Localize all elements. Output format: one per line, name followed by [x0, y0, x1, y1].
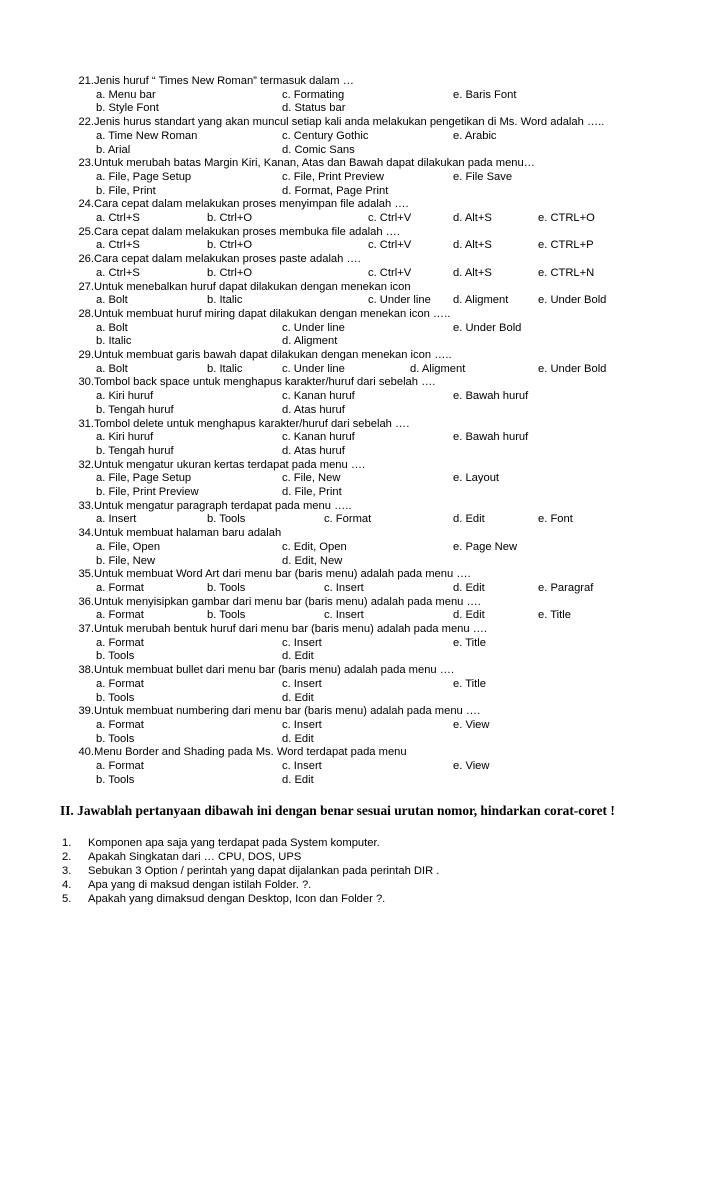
question-text: Untuk mengatur paragraph terdapat pada menu …..	[94, 499, 352, 512]
answer-option: b. Ctrl+O	[207, 212, 253, 224]
answer-option: b. Tools	[96, 732, 135, 745]
question-text: Cara cepat dalam melakukan proses menyimpan file adalah ….	[94, 198, 409, 211]
answer-option: d. Atas huruf	[282, 403, 345, 416]
answer-option: e. Layout	[453, 472, 500, 485]
answer-option: e. Under Bold	[538, 362, 607, 375]
answer-option: b. Tools	[96, 650, 135, 663]
answer-option: e. Page New	[453, 540, 518, 553]
question-number: 37.	[78, 623, 94, 635]
essay-text: Apakah yang dimaksud dengan Desktop, Icon dan Folder ?.	[88, 893, 386, 905]
question-number: 40.	[78, 746, 94, 759]
answer-option: b. Italic	[207, 362, 243, 375]
question-text: Untuk merubah batas Margin Kiri, Kanan, Atas dan Bawah dapat dilakukan pada menu…	[94, 157, 535, 170]
answer-option: d. Edit	[453, 513, 485, 526]
essay-number: 2.	[62, 851, 72, 863]
question-number: 24.	[78, 198, 94, 211]
essay-number: 5.	[62, 893, 72, 905]
question-text: Untuk menyisipkan gambar dari menu bar (baris menu) adalah pada menu ….	[94, 595, 481, 608]
answer-option: c. Insert	[324, 581, 364, 594]
answer-option: c. Insert	[282, 677, 322, 690]
question-text: Untuk membuat numbering dari menu bar (baris menu) adalah pada menu ….	[94, 705, 481, 718]
answer-option: c. Under line	[368, 294, 431, 307]
question-number: 26.	[78, 253, 94, 266]
answer-option: a. Ctrl+S	[96, 266, 140, 279]
answer-option: c. Insert	[282, 636, 322, 649]
answer-option: e. CTRL+O	[538, 212, 595, 224]
question-text: Jenis huruf “ Times New Roman” termasuk dalam …	[94, 75, 354, 87]
answer-option: e. Baris Font	[453, 88, 517, 101]
question-number: 28.	[78, 307, 94, 320]
essay-text: Sebukan 3 Option / perintah yang dapat dijalankan pada perintah DIR .	[88, 865, 440, 877]
answer-option: b. Tools	[207, 513, 246, 526]
answer-option: a. Format	[96, 677, 144, 690]
answer-option: b. Italic	[207, 294, 243, 307]
answer-option: a. Format	[96, 718, 144, 731]
answer-option: d. Status bar	[282, 102, 346, 115]
answer-option: c. Edit, Open	[282, 540, 347, 553]
answer-option: a. Format	[96, 609, 144, 622]
answer-option: b. File, New	[96, 554, 156, 567]
answer-option: c. Ctrl+V	[368, 212, 412, 224]
answer-option: e. Title	[538, 609, 571, 622]
question-number: 27.	[78, 280, 94, 293]
answer-option: a. File, Page Setup	[96, 170, 192, 183]
question-number: 39.	[78, 705, 94, 718]
answer-option: a. Kiri huruf	[96, 431, 154, 444]
answer-option: a. Insert	[96, 513, 137, 526]
answer-option: a. Bolt	[96, 362, 128, 375]
answer-option: a. Format	[96, 760, 144, 772]
question-text: Tombol back space untuk menghapus karakter/huruf dari sebelah ….	[94, 376, 436, 389]
answer-option: c. Century Gothic	[282, 129, 369, 142]
answer-option: e. Under Bold	[453, 321, 522, 334]
essay-text: Apakah Singkatan dari … CPU, DOS, UPS	[88, 851, 302, 863]
answer-option: e. CTRL+N	[538, 266, 595, 279]
question-number: 32.	[78, 458, 94, 471]
answer-option: b. Ctrl+O	[207, 239, 253, 252]
answer-option: a. Ctrl+S	[96, 239, 140, 252]
question-text: Untuk mengatur ukuran kertas terdapat pada menu ….	[94, 458, 366, 471]
answer-option: e. Title	[453, 677, 486, 690]
answer-option: c. Under line	[282, 362, 345, 375]
answer-option: b. Style Font	[96, 102, 159, 115]
answer-option: b. Tengah huruf	[96, 444, 174, 457]
question-text: Untuk merubah bentuk huruf dari menu bar (baris menu) adalah pada menu ….	[94, 623, 488, 635]
question-text: Untuk menebalkan huruf dapat dilakukan dengan menekan icon	[94, 280, 411, 293]
answer-option: d. Edit	[282, 650, 314, 663]
answer-option: a. Kiri huruf	[96, 390, 154, 403]
answer-option: b. Ctrl+O	[207, 266, 253, 279]
question-text: Untuk membuat huruf miring dapat dilakukan dengan menekan icon …..	[94, 307, 451, 320]
answer-option: b. Tools	[207, 581, 246, 594]
answer-option: e. Arabic	[453, 129, 497, 142]
answer-option: e. View	[453, 718, 490, 731]
answer-option: d. Edit	[282, 773, 314, 786]
question-number: 31.	[78, 417, 94, 430]
answer-option: d. Edit	[453, 581, 485, 594]
question-number: 25.	[78, 225, 94, 238]
answer-option: d. File, Print	[282, 486, 342, 498]
answer-option: d. Edit	[453, 609, 485, 622]
question-number: 36.	[78, 595, 94, 608]
answer-option: c. Ctrl+V	[368, 239, 412, 252]
answer-option: c. Ctrl+V	[368, 266, 412, 279]
answer-option: d. Alt+S	[453, 266, 492, 279]
essay-text: Apa yang di maksud dengan istilah Folder. ?.	[88, 879, 312, 891]
answer-option: d. Alt+S	[453, 239, 492, 252]
answer-option: c. Under line	[282, 321, 345, 334]
question-number: 29.	[78, 349, 94, 361]
question-number: 23.	[78, 157, 94, 170]
section-title: II. Jawablah pertanyaan dibawah ini dengan benar sesuai urutan nomor, hindarkan corat-coret !	[60, 803, 615, 818]
answer-option: a. Bolt	[96, 294, 128, 307]
answer-option: d. Aligment	[453, 294, 509, 307]
answer-option: d. Comic Sans	[282, 143, 355, 156]
answer-option: b. Italic	[96, 335, 132, 348]
question-number: 34.	[78, 527, 94, 540]
answer-option: c. File, New	[282, 472, 341, 485]
question-text: Tombol delete untuk menghapus karakter/huruf dari sebelah ….	[94, 417, 410, 430]
answer-option: c. Format	[324, 513, 372, 526]
answer-option: c. Insert	[282, 718, 322, 731]
answer-option: e. Font	[538, 513, 573, 526]
answer-option: d. Edit	[282, 691, 314, 704]
question-number: 22.	[78, 116, 94, 129]
question-text: Untuk membuat halaman baru adalah	[94, 527, 282, 540]
answer-option: e. Bawah huruf	[453, 431, 529, 444]
question-text: Menu Border and Shading pada Ms. Word terdapat pada menu	[94, 746, 407, 759]
answer-option: a. Time New Roman	[96, 129, 198, 142]
answer-option: b. Arial	[96, 143, 131, 156]
question-text: Jenis hurus standart yang akan muncul setiap kali anda melakukan pengetikan di Ms. Word adalah …..	[94, 116, 605, 129]
question-number: 35.	[78, 568, 94, 581]
answer-option: d. Edit	[282, 732, 314, 745]
question-number: 21.	[78, 75, 94, 87]
answer-option: c. File, Print Preview	[282, 170, 384, 183]
answer-option: c. Formating	[282, 88, 345, 101]
answer-option: a. Format	[96, 636, 144, 649]
essay-text: Komponen apa saja yang terdapat pada System komputer.	[88, 837, 380, 849]
answer-option: e. Title	[453, 636, 486, 649]
answer-option: d. Atas huruf	[282, 444, 345, 457]
answer-option: b. Tools	[207, 609, 246, 622]
answer-option: c. Kanan huruf	[282, 431, 355, 444]
answer-option: b. Tools	[96, 691, 135, 704]
answer-option: e. CTRL+P	[538, 239, 594, 252]
answer-option: e. Paragraf	[538, 581, 594, 594]
answer-option: a. Format	[96, 581, 144, 594]
answer-option: a. Menu bar	[96, 88, 156, 101]
answer-option: a. File, Page Setup	[96, 472, 192, 485]
answer-option: d. Edit, New	[282, 554, 343, 567]
answer-option: d. Alt+S	[453, 212, 492, 224]
question-number: 38.	[78, 664, 94, 677]
answer-option: e. Bawah huruf	[453, 390, 529, 403]
answer-option: e. Under Bold	[538, 294, 607, 307]
answer-option: c. Kanan huruf	[282, 390, 355, 403]
question-text: Untuk membuat Word Art dari menu bar (baris menu) adalah pada menu ….	[94, 568, 471, 581]
question-number: 30.	[78, 376, 94, 389]
answer-option: a. Bolt	[96, 321, 128, 334]
answer-option: b. File, Print	[96, 184, 156, 197]
essay-number: 1.	[62, 837, 72, 849]
answer-option: e. View	[453, 760, 490, 772]
essay-number: 3.	[62, 865, 72, 877]
answer-option: c. Insert	[282, 760, 322, 772]
answer-option: d. Aligment	[410, 362, 466, 375]
question-text: Cara cepat dalam melakukan proses membuka file adalah ….	[94, 225, 400, 238]
answer-option: e. File Save	[453, 170, 513, 183]
question-text: Untuk membuat garis bawah dapat dilakukan dengan menekan icon …..	[94, 349, 452, 361]
answer-option: a. Ctrl+S	[96, 212, 140, 224]
essay-number: 4.	[62, 879, 72, 891]
answer-option: c. Insert	[324, 609, 364, 622]
question-text: Untuk membuat bullet dari menu bar (baris menu) adalah pada menu ….	[94, 664, 455, 677]
answer-option: d. Format, Page Print	[282, 184, 389, 197]
answer-option: d. Aligment	[282, 335, 338, 348]
answer-option: a. File, Open	[96, 540, 161, 553]
answer-option: b. Tools	[96, 773, 135, 786]
answer-option: b. File, Print Preview	[96, 486, 199, 498]
question-text: Cara cepat dalam melakukan proses paste adalah ….	[94, 253, 361, 266]
answer-option: b. Tengah huruf	[96, 403, 174, 416]
question-number: 33.	[78, 499, 94, 512]
